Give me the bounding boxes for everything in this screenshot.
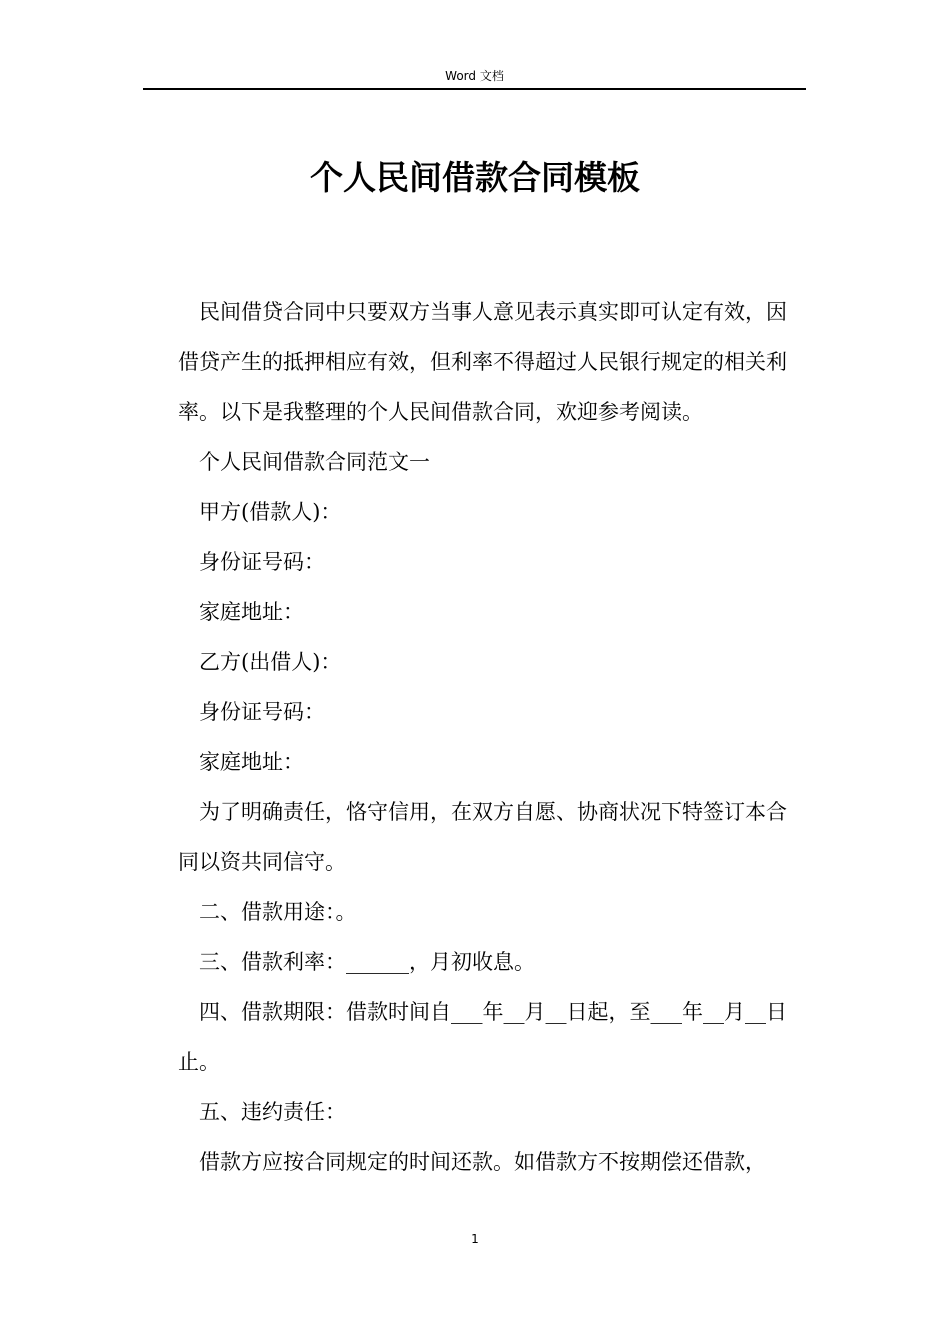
party-b-id-number: 身份证号码： (199, 700, 325, 724)
default-liability-heading: 五、违约责任： (199, 1100, 346, 1124)
loan-usage-clause: 二、借款用途：。 (199, 900, 357, 924)
party-a-borrower: 甲方(借款人)： (199, 500, 342, 524)
document-title: 个人民间借款合同模板 (310, 158, 640, 197)
interest-rate-clause: 三、借款利率：______，月初收息。 (199, 950, 535, 974)
document-body (178, 287, 806, 1187)
party-b-lender: 乙方(出借人)： (199, 650, 342, 674)
repayment-clause: 借款方应按合同规定的时间还款。如借款方不按期偿还借款， (199, 1150, 766, 1174)
page-number: 1 (471, 1232, 479, 1246)
page-header: Word 文档 (143, 66, 806, 90)
intro-paragraph: 民间借贷合同中只要双方当事人意见表示真实即可认定有效，因借贷产生的抵押相应有效，但利率不得超过人民银行规定的相关利率。以下是我整理的个人民间借款合同，欢迎参考阅读。 (178, 300, 787, 424)
party-a-address: 家庭地址： (199, 600, 304, 624)
loan-term-clause: 四、借款期限：借款时间自___年__月__日起，至___年__月__日止。 (178, 1000, 787, 1074)
sample-heading: 个人民间借款合同范文一 (199, 450, 430, 474)
party-b-address: 家庭地址： (199, 750, 304, 774)
party-a-id-number: 身份证号码： (199, 550, 325, 574)
contract-purpose-statement: 为了明确责任，恪守信用，在双方自愿、协商状况下特签订本合同以资共同信守。 (178, 800, 787, 874)
